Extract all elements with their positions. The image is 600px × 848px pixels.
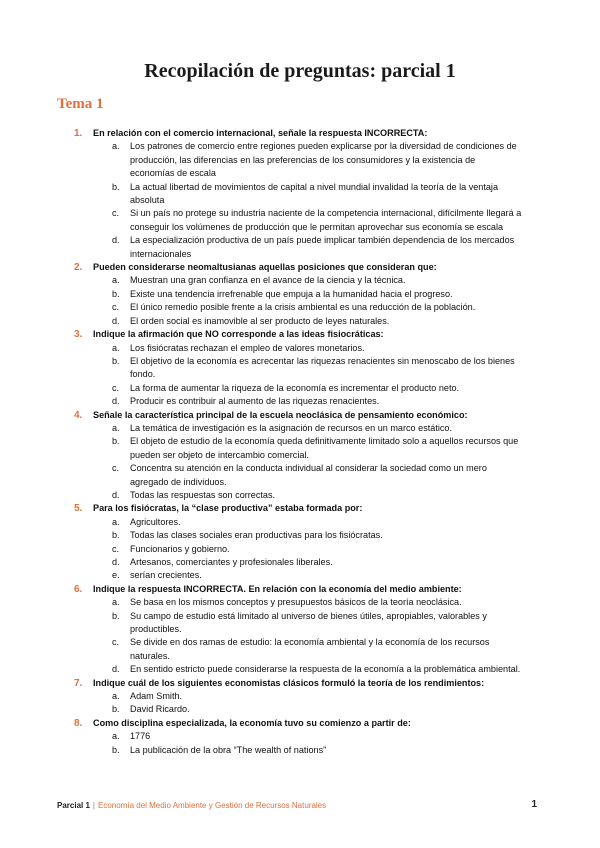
option-text: Se divide en dos ramas de estudio: la economía ambiental y la economía de los recursos naturales. — [130, 637, 490, 661]
option-text: Todas las respuestas son correctas. — [130, 489, 276, 500]
footer-label: Parcial 1 — [57, 801, 90, 810]
option-letter: b. — [112, 744, 120, 755]
option-letter: b. — [112, 530, 120, 541]
answer-option — [0, 140, 600, 180]
question-number: 6. — [74, 583, 83, 595]
answer-option — [0, 435, 600, 462]
answer-option — [0, 636, 600, 663]
option-list — [0, 140, 600, 261]
question-item — [0, 717, 600, 757]
question-number: 4. — [74, 409, 83, 421]
answer-option — [0, 315, 600, 328]
option-text: David Ricardo. — [130, 704, 190, 715]
question-text: Señale la característica principal de la escuela neoclásica de pensamiento económico: — [93, 409, 468, 420]
option-text: Si un país no protege su industria naciente de la competencia internacional, difícilmente llegará a conseguir los volúmenes de producción que le permitan aprovechar sus economía se escala — [130, 208, 522, 232]
question-number: 7. — [74, 677, 83, 689]
option-text: Adam Smith. — [130, 691, 183, 702]
answer-option — [0, 556, 600, 569]
option-text: El único remedio posible frente a la crisis ambiental es una reducción de la población. — [130, 302, 476, 313]
option-letter: d. — [112, 664, 120, 675]
option-text: Los patrones de comercio entre regiones pueden explicarse por la diversidad de condiciones de producción, las diferencias en las preferencias de los consumidores y la existencia de economías de escala — [130, 141, 517, 179]
answer-option — [0, 301, 600, 314]
question-text: Indique la afirmación que NO corresponde a las ideas fisiocráticas: — [93, 329, 384, 340]
question-number: 1. — [74, 128, 83, 139]
option-text: Los fisiócratas rechazan el empleo de valores monetarios. — [130, 342, 365, 353]
question-number: 2. — [74, 262, 83, 274]
answer-option — [0, 462, 600, 489]
option-letter: b. — [112, 704, 120, 715]
question-item — [0, 583, 600, 677]
answer-option — [0, 355, 600, 382]
option-text: Artesanos, comerciantes y profesionales liberales. — [130, 557, 333, 567]
question-text: Indique cuál de los siguientes economistas clásicos formuló la teoría de los rendimientos: — [93, 677, 485, 688]
question-item — [0, 261, 600, 328]
option-letter: d. — [112, 489, 120, 500]
option-list — [0, 516, 600, 583]
option-text: En sentido estricto puede considerarse la respuesta de la economía a la problemática ambiental. — [130, 664, 521, 675]
footer-separator: | — [92, 801, 95, 810]
option-letter: a. — [112, 691, 120, 702]
option-text: Se basa en los mismos conceptos y presupuestos básicos de la teoría neoclásica. — [130, 597, 462, 608]
question-number: 3. — [74, 329, 83, 341]
option-letter: c. — [112, 637, 120, 648]
option-list — [0, 596, 600, 676]
option-text: El orden social es inamovible al ser producto de leyes naturales. — [130, 315, 390, 326]
option-letter: b. — [112, 610, 120, 621]
option-letter: b. — [112, 181, 120, 192]
option-text: serían crecientes. — [130, 570, 202, 581]
option-letter: c. — [112, 382, 120, 393]
question-item — [0, 409, 600, 503]
page-title: Recopilación de preguntas: parcial 1 — [144, 60, 456, 82]
answer-option — [0, 274, 600, 287]
option-letter: c. — [112, 463, 120, 474]
question-text: En relación con el comercio internacional, señale la respuesta INCORRECTA: — [93, 128, 428, 138]
option-letter: c. — [112, 302, 120, 313]
section-heading: Tema 1 — [57, 96, 104, 112]
answer-option — [0, 596, 600, 609]
answer-option — [0, 610, 600, 637]
answer-option — [0, 744, 600, 757]
option-letter: a. — [112, 731, 120, 742]
option-text: Concentra su atención en la conducta individual al considerar la sociedad como un mero agregado de individuos. — [130, 463, 487, 487]
option-letter: e. — [112, 570, 120, 581]
option-text: Existe una tendencia irrefrenable que empuja a la humanidad hacia el progreso. — [130, 288, 453, 299]
option-letter: c. — [112, 543, 120, 554]
question-text: Para los fisiócratas, la “clase productiva” estaba formada por: — [93, 503, 363, 514]
option-letter: d. — [112, 396, 120, 407]
option-text: Su campo de estudio está limitado al universo de bienes útiles, apropiables, valorables y productibles. — [130, 610, 487, 635]
question-text: Pueden considerarse neomaltusianas aquellas posiciones que consideran que: — [93, 262, 437, 273]
question-item — [0, 502, 600, 582]
option-letter: d. — [112, 235, 120, 246]
question-row — [0, 409, 600, 422]
question-list — [0, 127, 600, 757]
question-row — [0, 261, 600, 274]
question-item — [0, 127, 600, 261]
option-text: Producir es contribuir al aumento de las riquezas renacientes. — [130, 396, 380, 407]
option-letter: a. — [112, 516, 120, 527]
option-letter: b. — [112, 436, 120, 447]
option-text: Funcionarios y gobierno. — [130, 543, 230, 554]
option-text: Agricultores. — [130, 516, 181, 527]
question-text: Como disciplina especializada, la economía tuvo su comienzo a partir de: — [93, 717, 411, 728]
question-item — [0, 328, 600, 408]
question-row — [0, 677, 600, 690]
option-letter: a. — [112, 422, 120, 433]
answer-option — [0, 288, 600, 301]
option-letter: d. — [112, 315, 120, 326]
question-row — [0, 328, 600, 341]
question-number: 8. — [74, 717, 83, 729]
answer-option — [0, 703, 600, 716]
question-row — [0, 127, 600, 140]
option-text: El objeto de estudio de la economía queda definitivamente limitado solo a aquellos recursos que pueden ser objeto de intercambio comercial. — [130, 436, 519, 460]
option-list — [0, 342, 600, 409]
option-text: 1776 — [130, 731, 151, 742]
option-text: La temática de investigación es la asignación de recursos en un marco estático. — [130, 422, 452, 433]
answer-option — [0, 569, 600, 582]
option-text: La publicación de la obra “The wealth of nations” — [130, 744, 327, 755]
page-footer — [57, 800, 537, 811]
question-row — [0, 583, 600, 596]
question-row — [0, 717, 600, 730]
answer-option — [0, 690, 600, 703]
answer-option — [0, 730, 600, 743]
option-letter: b. — [112, 355, 120, 366]
answer-option — [0, 529, 600, 542]
answer-option — [0, 489, 600, 502]
question-text: Indique la respuesta INCORRECTA. En relación con la economía del medio ambiente: — [93, 583, 462, 594]
answer-option — [0, 543, 600, 556]
option-text: La actual libertad de movimientos de capital a nivel mundial invalidad la teoría de la ventaja absoluta — [130, 181, 499, 206]
option-text: Todas las clases sociales eran productivas para los fisiócratas. — [130, 530, 383, 541]
answer-option — [0, 234, 600, 261]
option-letter: a. — [112, 141, 120, 152]
option-text: Muestran una gran confianza en el avance de la ciencia y la técnica. — [130, 275, 406, 286]
answer-option — [0, 181, 600, 208]
option-letter: c. — [112, 208, 120, 219]
option-list — [0, 690, 600, 717]
answer-option — [0, 663, 600, 676]
answer-option — [0, 207, 600, 234]
option-letter: b. — [112, 288, 120, 299]
footer-course: Economía del Medio Ambiente y Gestión de Recursos Naturales — [98, 801, 327, 810]
option-text: La especialización productiva de un país puede implicar también dependencia de los mercados internacionales — [130, 235, 515, 259]
answer-option — [0, 422, 600, 435]
option-list — [0, 274, 600, 328]
answer-option — [0, 342, 600, 355]
answer-option — [0, 395, 600, 408]
option-list — [0, 422, 600, 502]
answer-option — [0, 382, 600, 395]
option-letter: d. — [112, 557, 120, 567]
question-number: 5. — [74, 503, 83, 515]
option-list — [0, 730, 600, 757]
question-item — [0, 677, 600, 717]
option-letter: a. — [112, 597, 120, 608]
option-letter: a. — [112, 275, 120, 286]
page-number: 1 — [531, 799, 537, 810]
answer-option — [0, 516, 600, 529]
option-text: La forma de aumentar la riqueza de la economía es incrementar el producto neto. — [130, 382, 460, 393]
option-letter: a. — [112, 342, 120, 353]
question-row — [0, 502, 600, 515]
option-text: El objetivo de la economía es acrecentar las riquezas renacientes sin menoscabo de los bienes fondo. — [130, 355, 515, 380]
